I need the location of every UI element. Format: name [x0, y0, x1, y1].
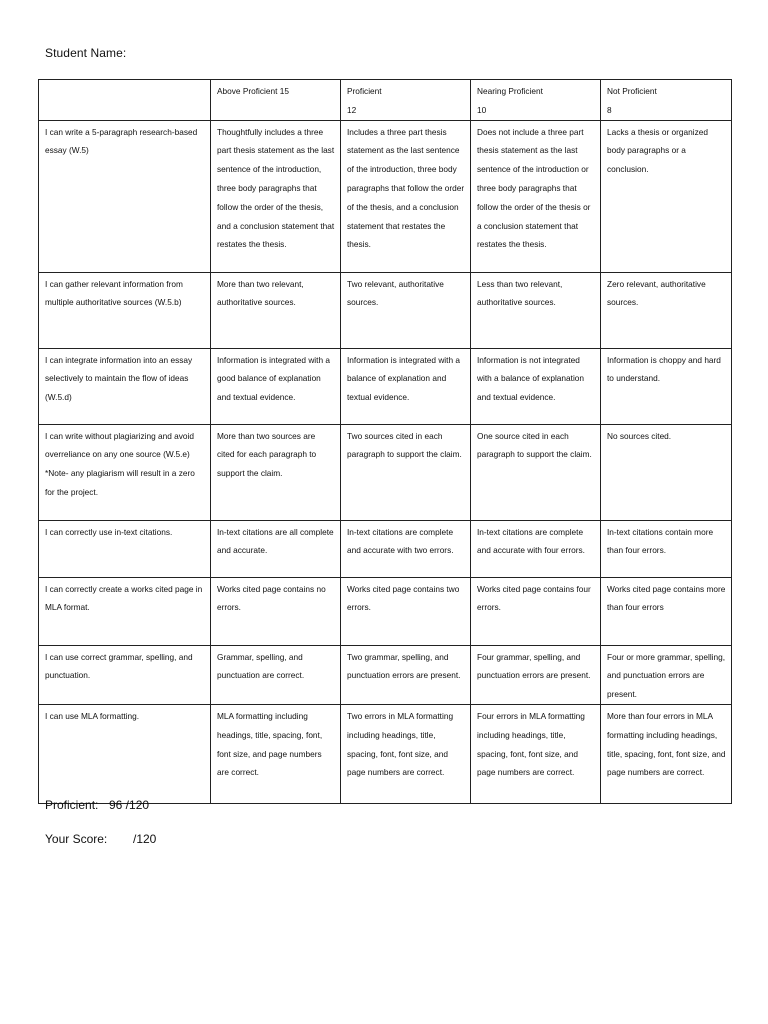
table-row [39, 348, 732, 424]
criterion-text: I can write without plagiarizing and avoid overreliance on any one source (W.5.e) [45, 430, 194, 460]
criterion-cell: I can gather relevant information from multiple authoritative sources (W.5.b) [39, 272, 211, 348]
descriptor-cell: More than four errors in MLA formatting including headings, title, spacing, font, font size, and page numbers are correct. [601, 704, 732, 803]
descriptor-cell: Works cited page contains no errors. [211, 577, 341, 645]
table-row [39, 645, 732, 704]
descriptor-cell: No sources cited. [601, 424, 732, 520]
criterion-cell: I can correctly create a works cited page in MLA format. [39, 577, 211, 645]
rubric-table [38, 79, 732, 804]
table-row [39, 704, 732, 803]
descriptor-cell: Does not include a three part thesis statement as the last sentence of the introduction or three body paragraphs that follow the order of the thesis or a conclusion statement that restates the thesis. [471, 120, 601, 272]
criterion-cell: I can write a 5-paragraph research-based essay (W.5) [39, 120, 211, 272]
descriptor-cell: Four grammar, spelling, and punctuation errors are present. [471, 645, 601, 704]
descriptor-cell: Two errors in MLA formatting including headings, title, spacing, font, font size, and page numbers are correct. [341, 704, 471, 803]
criterion-cell: I can use correct grammar, spelling, and punctuation. [39, 645, 211, 704]
proficient-value: 96 /120 [109, 798, 150, 812]
descriptor-cell: Two relevant, authoritative sources. [341, 272, 471, 348]
descriptor-cell: Two grammar, spelling, and punctuation errors are present. [341, 645, 471, 704]
descriptor-cell: Grammar, spelling, and punctuation are correct. [211, 645, 341, 704]
your-score [45, 832, 157, 846]
descriptor-cell: Works cited page contains more than four errors [601, 577, 732, 645]
descriptor-cell: Information is integrated with a good balance of explanation and textual evidence. [211, 348, 341, 424]
descriptor-cell: Information is choppy and hard to understand. [601, 348, 732, 424]
descriptor-cell: Includes a three part thesis statement as the last sentence of the introduction, three body paragraphs that follow the order of the thesis, and a conclusion statement that restates the thesis. [341, 120, 471, 272]
descriptor-cell: In-text citations are complete and accurate with two errors. [341, 520, 471, 577]
descriptor-cell: In-text citations contain more than four errors. [601, 520, 732, 577]
header-cell-nearing-proficient [471, 80, 601, 121]
table-row [39, 120, 732, 272]
descriptor-cell: One source cited in each paragraph to support the claim. [471, 424, 601, 520]
descriptor-cell: Information is integrated with a balance of explanation and textual evidence. [341, 348, 471, 424]
descriptor-cell: Less than two relevant, authoritative sources. [471, 272, 601, 348]
table-row [39, 577, 732, 645]
descriptor-cell: In-text citations are complete and accurate with four errors. [471, 520, 601, 577]
criterion-cell [39, 424, 211, 520]
plagiarism-note: *Note- any plagiarism will result in a zero for the project. [45, 468, 195, 497]
header-cell-proficient [341, 80, 471, 121]
column-title: Not Proficient [607, 86, 657, 96]
descriptor-cell: Works cited page contains two errors. [341, 577, 471, 645]
descriptor-cell: More than two relevant, authoritative sources. [211, 272, 341, 348]
column-title: Above Proficient 15 [217, 86, 289, 96]
your-score-value: /120 [133, 832, 157, 846]
descriptor-cell: Lacks a thesis or organized body paragraphs or a conclusion. [601, 120, 732, 272]
header-cell-above-proficient [211, 80, 341, 121]
criterion-cell: I can integrate information into an essay selectively to maintain the flow of ideas (W.5.d) [39, 348, 211, 424]
descriptor-cell: MLA formatting including headings, title, spacing, font, font size, and page numbers are correct. [211, 704, 341, 803]
descriptor-cell: Works cited page contains four errors. [471, 577, 601, 645]
proficient-score [45, 798, 150, 812]
criterion-cell: I can use MLA formatting. [39, 704, 211, 803]
descriptor-cell: More than two sources are cited for each paragraph to support the claim. [211, 424, 341, 520]
your-score-label: Your Score: [45, 832, 108, 846]
column-points: 10 [477, 104, 487, 115]
criterion-cell: I can correctly use in-text citations. [39, 520, 211, 577]
column-points: 12 [347, 104, 357, 115]
proficient-label: Proficient: [45, 798, 99, 812]
descriptor-cell: Zero relevant, authoritative sources. [601, 272, 732, 348]
table-row [39, 424, 732, 520]
descriptor-cell: Two sources cited in each paragraph to support the claim. [341, 424, 471, 520]
descriptor-cell: Four or more grammar, spelling, and punctuation errors are present. [601, 645, 732, 704]
table-row [39, 520, 732, 577]
descriptor-cell: Information is not integrated with a balance of explanation and textual evidence. [471, 348, 601, 424]
column-points: 8 [607, 104, 612, 115]
descriptor-cell: Four errors in MLA formatting including headings, title, spacing, font, font size, and page numbers are correct. [471, 704, 601, 803]
descriptor-cell: Thoughtfully includes a three part thesis statement as the last sentence of the introduction, three body paragraphs that follow the order of the thesis, and a conclusion statement that restates the thesis. [211, 120, 341, 272]
column-title: Nearing Proficient [477, 86, 543, 96]
table-row [39, 272, 732, 348]
header-row [39, 80, 732, 121]
column-title: Proficient [347, 86, 382, 96]
student-name-label: Student Name: [45, 46, 127, 60]
header-cell-empty [39, 80, 211, 121]
header-cell-not-proficient [601, 80, 732, 121]
descriptor-cell: In-text citations are all complete and accurate. [211, 520, 341, 577]
